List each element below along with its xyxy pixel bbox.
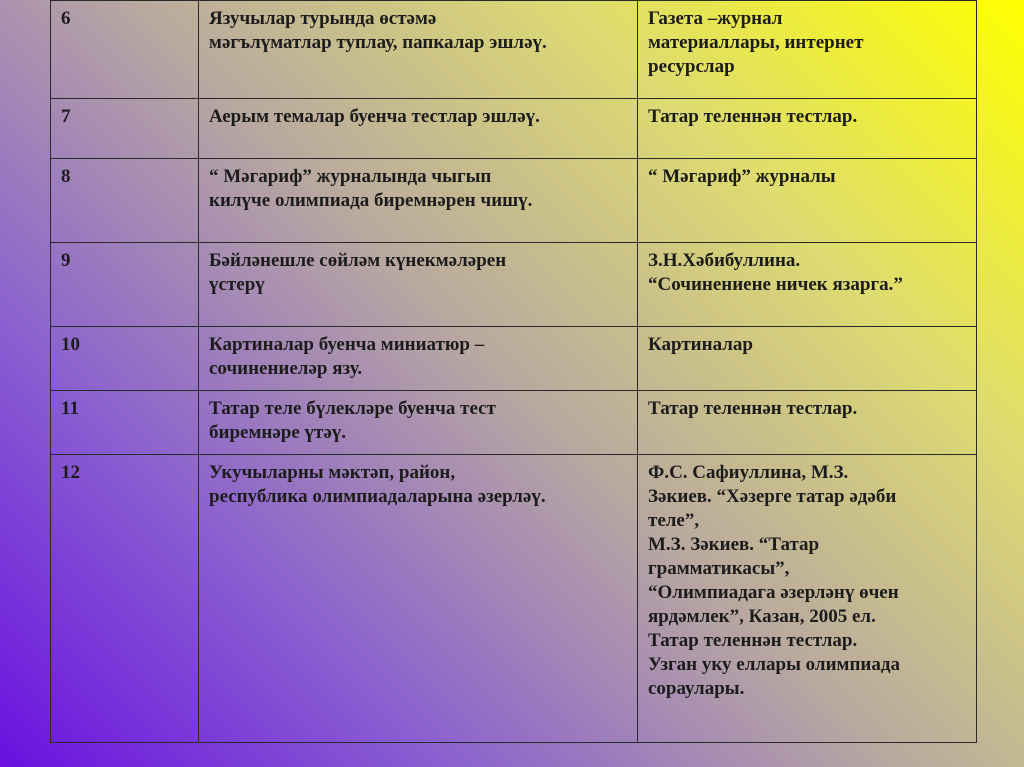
table-row [51, 455, 977, 743]
task-line: Татар теле бүлекләре буенча тест [209, 398, 496, 419]
table-row [51, 243, 977, 327]
task-cell [199, 159, 638, 243]
row-number-cell: 12 [51, 455, 199, 743]
task-line: “ Мәгариф” журналында чыгып [209, 166, 492, 187]
task-line: Аерым темалар буенча тестлар эшләү. [209, 106, 540, 127]
source-line: М.З. Зәкиев. “Татар [648, 534, 820, 555]
row-number-cell: 9 [51, 243, 199, 327]
source-line: “Сочинениене ничек язарга.” [648, 274, 903, 295]
source-cell [638, 243, 977, 327]
source-line: Татар теленнән тестлар. [648, 106, 858, 127]
task-cell [199, 243, 638, 327]
table-row [51, 1, 977, 99]
task-cell [199, 455, 638, 743]
source-line: ресурслар [648, 56, 735, 77]
source-line: Ф.С. Сафиуллина, М.З. [648, 462, 849, 483]
source-line: Картиналар [648, 334, 753, 355]
table-row [51, 327, 977, 391]
table-row [51, 391, 977, 455]
task-line: килүче олимпиада биремнәрен чишү. [209, 190, 533, 211]
source-line: Зәкиев. “Хәзерге татар әдәби [648, 486, 897, 507]
source-line: теле”, [648, 510, 700, 531]
source-line: материаллары, интернет [648, 32, 864, 53]
task-line: Бәйләнешле сөйләм күнекмәләрен [209, 250, 507, 271]
source-line: сораулары. [648, 678, 745, 699]
task-line: мәгълүматлар туплау, папкалар эшләү. [209, 32, 547, 53]
source-line: ярдәмлек”, Казан, 2005 ел. [648, 606, 876, 627]
source-cell [638, 99, 977, 159]
row-number-cell: 6 [51, 1, 199, 99]
source-cell [638, 159, 977, 243]
source-line: “ Мәгариф” журналы [648, 166, 836, 187]
row-number-cell: 10 [51, 327, 199, 391]
task-line: Укучыларны мәктәп, район, [209, 462, 456, 483]
source-line: Татар теленнән тестлар. [648, 630, 858, 651]
table-row [51, 159, 977, 243]
source-cell [638, 327, 977, 391]
task-cell [199, 327, 638, 391]
task-line: Картиналар буенча миниатюр – [209, 334, 485, 355]
source-line: “Олимпиадага әзерләнү өчен [648, 582, 899, 603]
plan-table [50, 0, 977, 743]
row-number-cell: 8 [51, 159, 199, 243]
task-line: Язучылар турында өстәмә [209, 8, 437, 29]
task-cell [199, 391, 638, 455]
task-line: республика олимпиадаларына әзерләү. [209, 486, 546, 507]
source-line: Татар теленнән тестлар. [648, 398, 858, 419]
source-line: Узган уку еллары олимпиада [648, 654, 900, 675]
source-line: Газета –журнал [648, 8, 783, 29]
source-cell [638, 1, 977, 99]
source-line: грамматикасы”, [648, 558, 790, 579]
source-line: З.Н.Хәбибуллина. [648, 250, 801, 271]
row-number-cell: 11 [51, 391, 199, 455]
plan-table-body [51, 1, 977, 743]
source-cell [638, 455, 977, 743]
task-cell [199, 99, 638, 159]
task-line: сочинениеләр язу. [209, 358, 363, 379]
table-row [51, 99, 977, 159]
task-line: биремнәре үтәү. [209, 422, 347, 443]
task-cell [199, 1, 638, 99]
task-line: үстерү [209, 274, 265, 295]
row-number-cell: 7 [51, 99, 199, 159]
source-cell [638, 391, 977, 455]
